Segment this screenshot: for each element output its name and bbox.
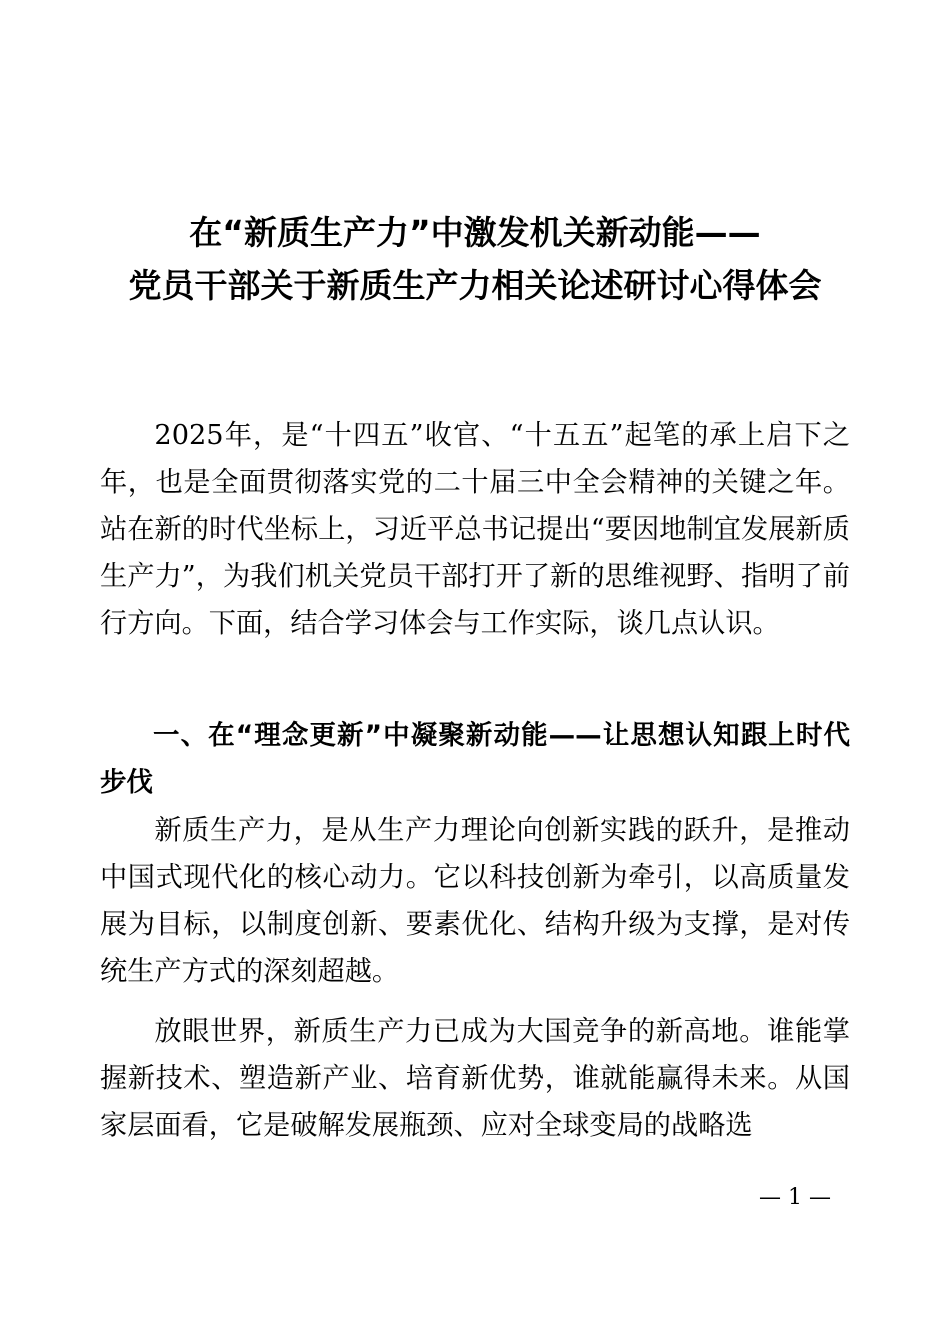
body-paragraph-1: 新质生产力，是从生产力理论向创新实践的跃升，是推动中国式现代化的核心动力。它以科技创新为牵引，以高质量发展为目标，以制度创新、要素优化、结构升级为支撑，是对传统生产方式的深刻超越。 [100, 815, 850, 987]
document-title-line-1: 在“新质生产力”中激发机关新动能—— [189, 213, 761, 252]
body-paragraph-2: 放眼世界，新质生产力已成为大国竞争的新高地。谁能掌握新技术、塑造新产业、培育新优势，谁就能赢得未来。从国家层面看，它是破解发展瓶颈、应对全球变局的战略选 [100, 1016, 850, 1141]
page-number: — 1 — [759, 1185, 831, 1210]
section-heading-1: 一、在“理念更新”中凝聚新动能——让思想认知跟上时代步伐 [100, 720, 850, 798]
document-title-line-2: 党员干部关于新质生产力相关论述研讨心得体会 [128, 266, 822, 305]
intro-paragraph: 2025年，是“十四五”收官、“十五五”起笔的承上启下之年，也是全面贯彻落实党的二十届三中全会精神的关键之年。站在新的时代坐标上，习近平总书记提出“要因地制宜发展新质生产力”，为我们机关党员干部打开了新的思维视野、指明了前行方向。下面，结合学习体会与工作实际，谈几点认识。 [100, 420, 850, 639]
